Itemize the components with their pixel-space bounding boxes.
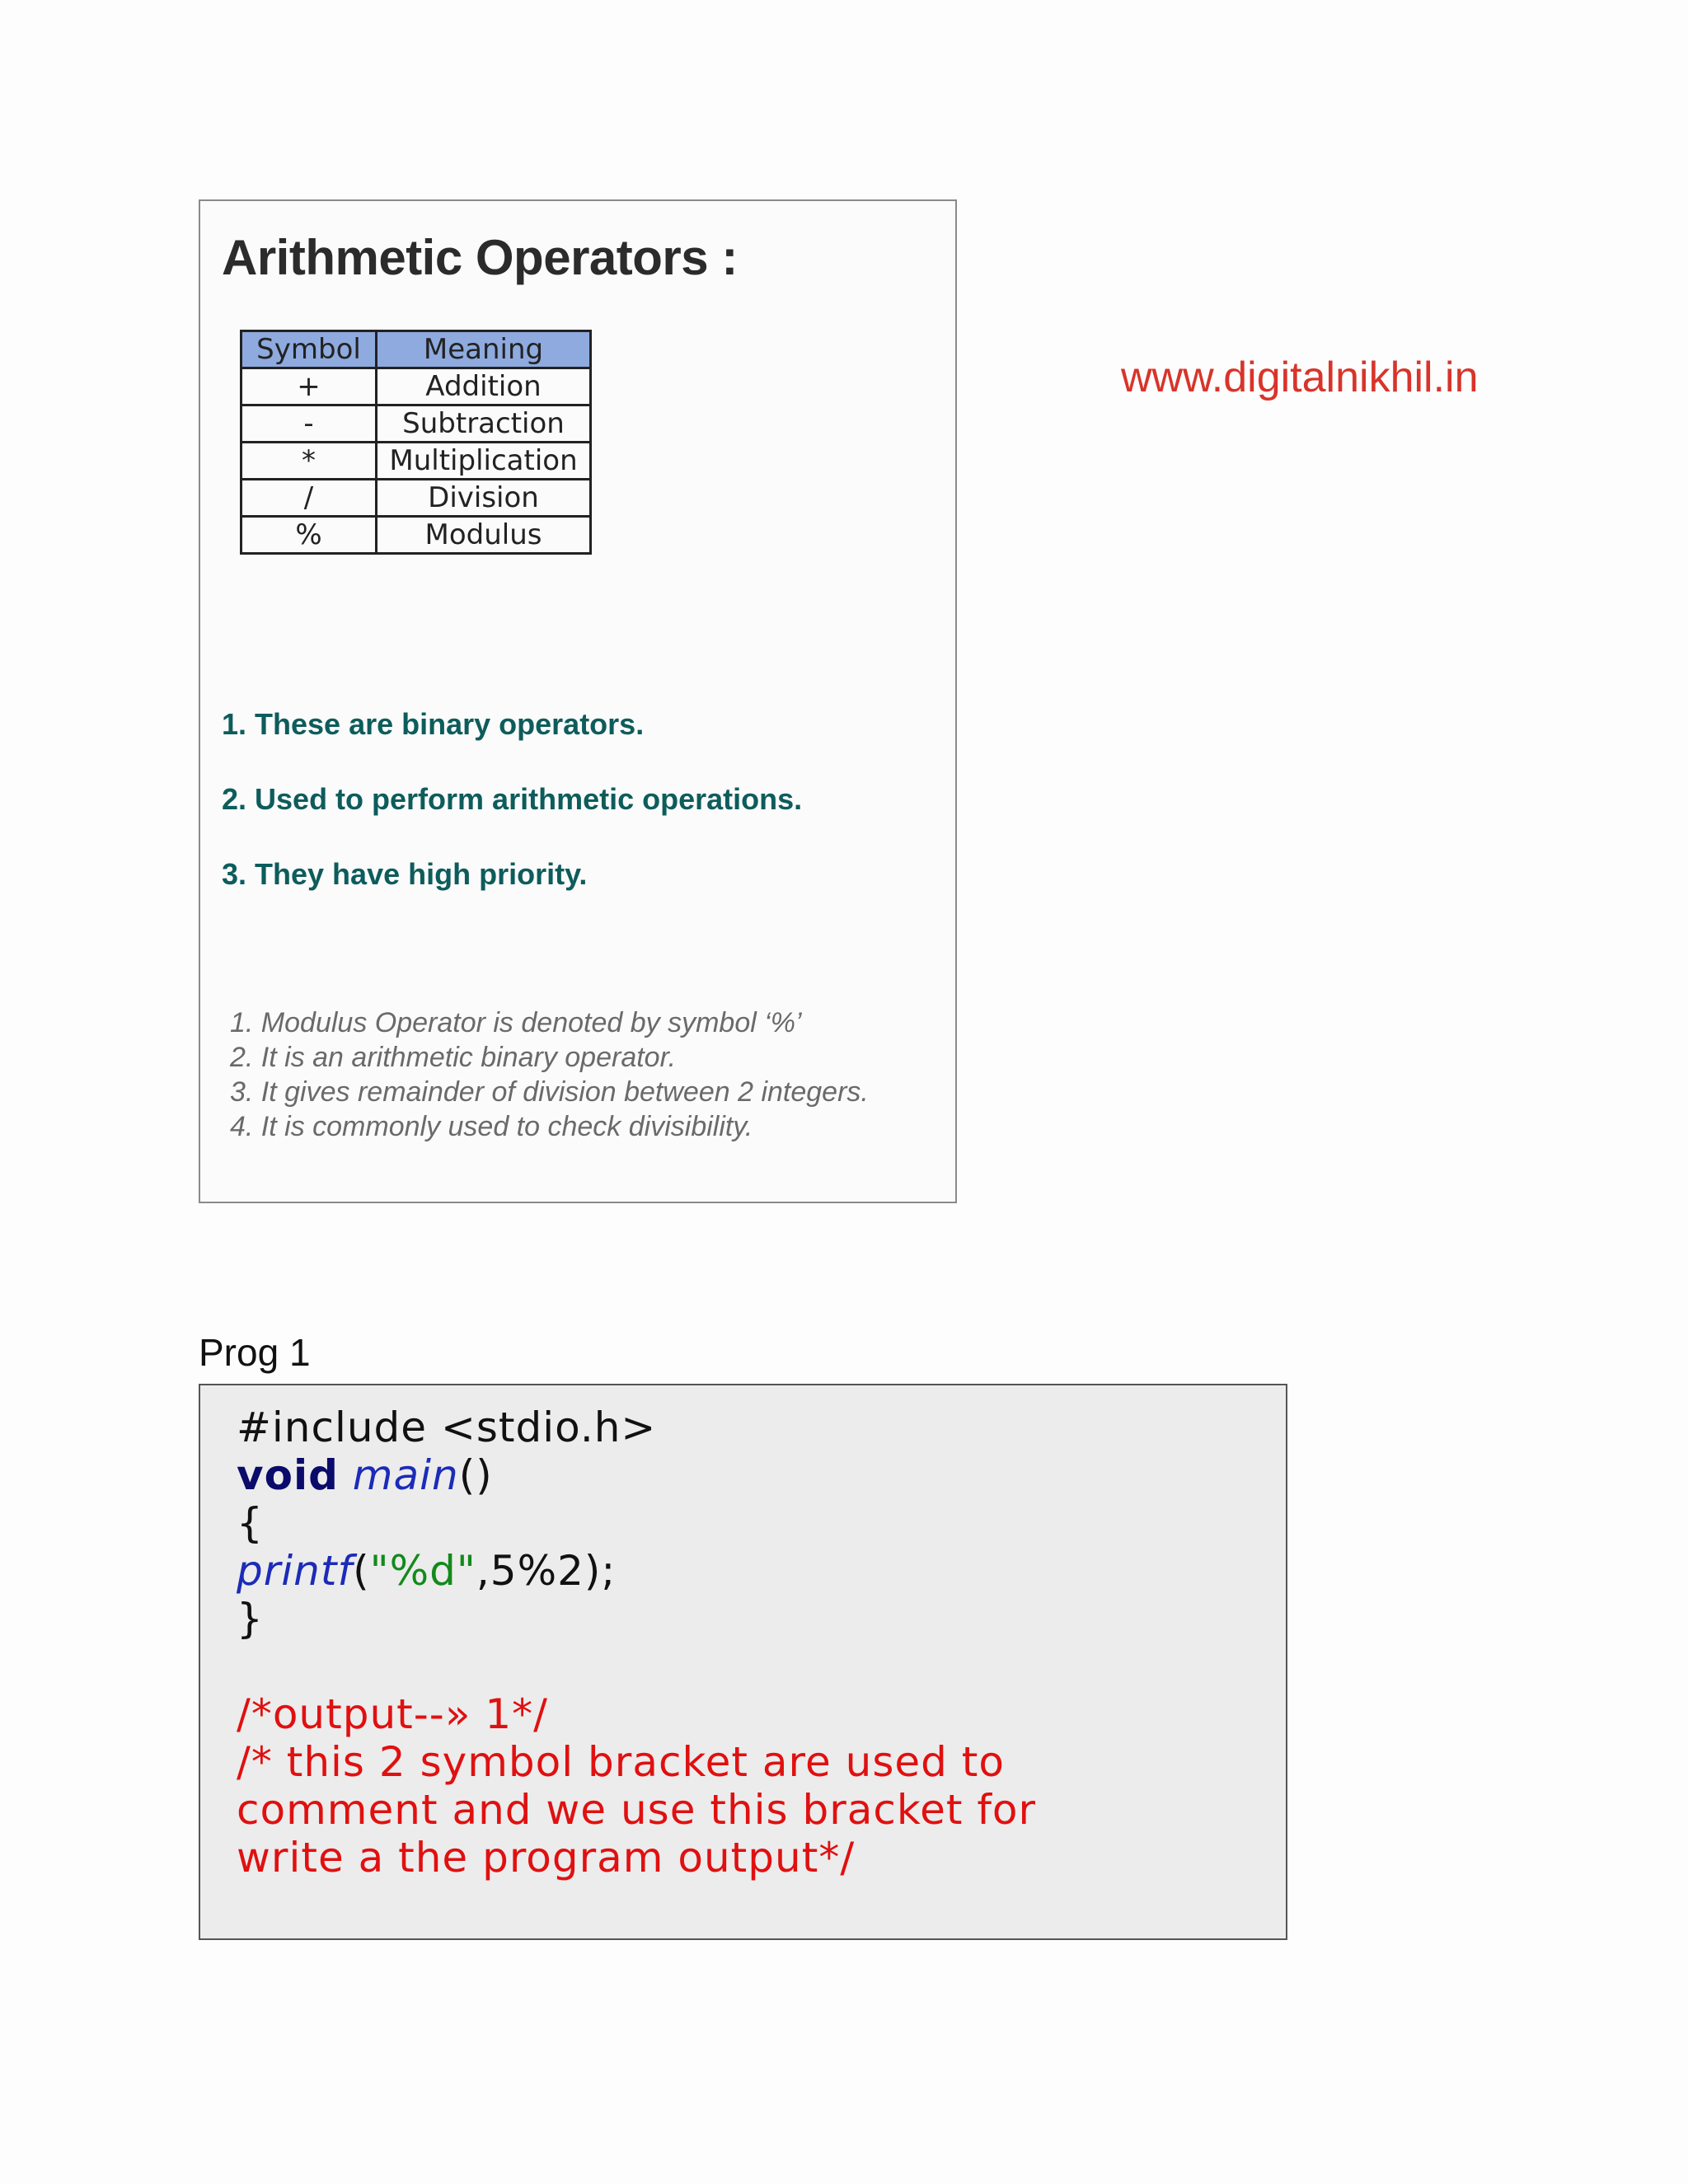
code-block — [199, 1384, 1287, 1940]
list-item: 1. These are binary operators. — [222, 707, 645, 741]
header-meaning: Meaning — [377, 331, 591, 368]
symbol-cell: / — [241, 480, 377, 517]
header-symbol: Symbol — [241, 331, 377, 368]
code-comment-line: /*output--» 1*/ — [237, 1690, 548, 1738]
symbol-cell: + — [241, 368, 377, 405]
code-line-printf — [237, 1547, 1036, 1595]
website-link[interactable]: www.digitalnikhil.in — [1121, 354, 1479, 401]
code-comment-line: comment and we use this bracket for — [237, 1786, 1037, 1834]
code-line-open-brace: { — [237, 1499, 264, 1547]
format-string: "%d" — [369, 1547, 476, 1595]
list-item: 2. Used to perform arithmetic operations. — [222, 782, 803, 816]
table-row — [241, 480, 591, 517]
table-header-row — [241, 331, 591, 368]
function-main: main — [352, 1451, 459, 1499]
code-line-close-brace: } — [237, 1595, 264, 1643]
code-blank-line — [237, 1643, 1036, 1690]
code-comment-line: /* this 2 symbol bracket are used to — [237, 1738, 1005, 1786]
table-row — [241, 443, 591, 480]
meaning-cell: Modulus — [377, 517, 591, 554]
table-row — [241, 368, 591, 405]
list-item: 3. They have high priority. — [222, 857, 588, 891]
code-content — [237, 1404, 1036, 1882]
table-row — [241, 517, 591, 554]
operator-points-list — [222, 707, 802, 932]
list-item: 1. Modulus Operator is denoted by symbol ‘%’ — [230, 1007, 802, 1038]
printf-open-paren: ( — [353, 1547, 370, 1595]
parens: () — [458, 1451, 493, 1499]
table-row — [241, 405, 591, 443]
card-title: Arithmetic Operators : — [222, 230, 738, 285]
symbol-cell: - — [241, 405, 377, 443]
code-line-include: #include <stdio.h> — [237, 1404, 657, 1451]
list-item: 3. It gives remainder of division between 2 integers. — [230, 1076, 869, 1108]
function-printf: printf — [237, 1547, 354, 1595]
operators-table — [240, 330, 592, 555]
symbol-cell: % — [241, 517, 377, 554]
printf-args: ,5%2); — [476, 1547, 617, 1595]
program-label: Prog 1 — [199, 1331, 311, 1374]
list-item: 4. It is commonly used to check divisibility. — [230, 1111, 753, 1142]
symbol-cell: * — [241, 443, 377, 480]
arithmetic-operators-card — [199, 199, 957, 1203]
code-line-main — [237, 1451, 1036, 1499]
meaning-cell: Multiplication — [377, 443, 591, 480]
meaning-cell: Division — [377, 480, 591, 517]
modulus-notes-list — [230, 1005, 869, 1144]
meaning-cell: Subtraction — [377, 405, 591, 443]
list-item: 2. It is an arithmetic binary operator. — [230, 1042, 677, 1073]
code-comment-line: write a the program output*/ — [237, 1834, 856, 1882]
keyword-void: void — [237, 1451, 339, 1499]
meaning-cell: Addition — [377, 368, 591, 405]
